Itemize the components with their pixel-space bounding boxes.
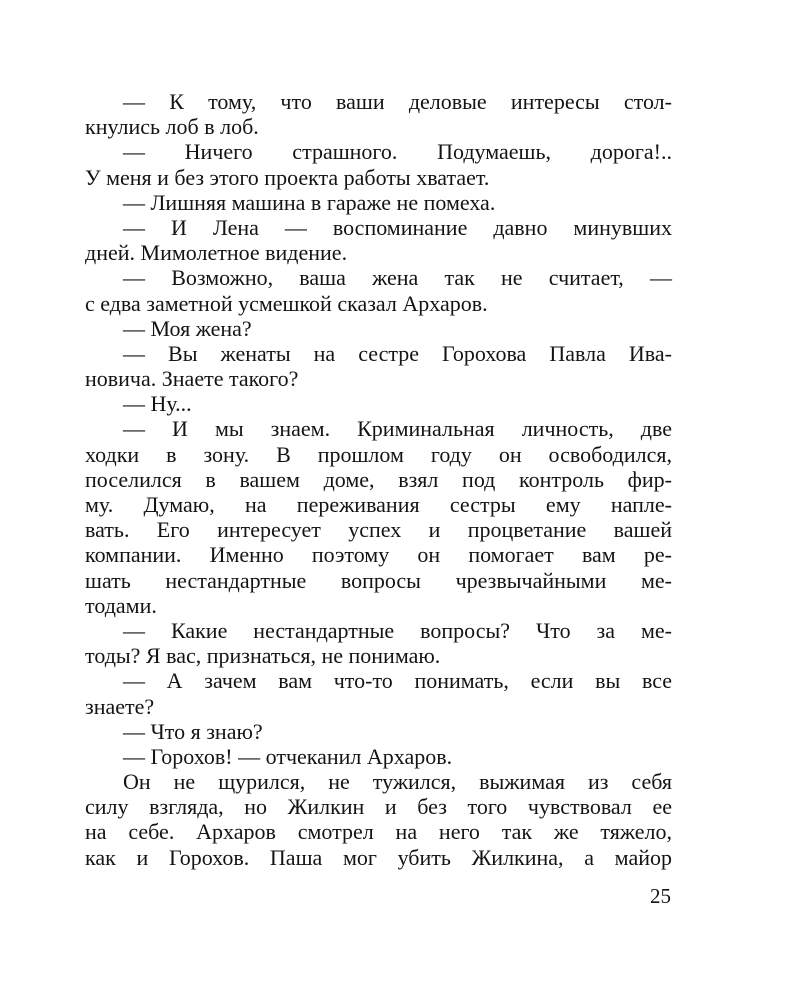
text-line: — И мы знаем. Криминальная личность, две [123, 416, 672, 442]
text-line: — К тому, что ваши деловые интересы стол- [123, 89, 672, 114]
text-line: силу взгляда, но Жилкин и без того чувствовал ее [85, 794, 672, 820]
text-line: — Моя жена? [123, 315, 252, 341]
text-line: — А зачем вам что-то понимать, если вы все [123, 668, 672, 694]
text-line: — Ничего страшного. Подумаешь, дорога!.. [123, 139, 672, 165]
text-line: кнулись лоб в лоб. [85, 114, 259, 140]
text-line: компании. Именно поэтому он помогает вам ре- [85, 542, 672, 568]
text-line: — Лишняя машина в гараже не помеха. [123, 189, 496, 215]
text-line: Он не щурился, не тужился, выжимая из себя [123, 769, 672, 795]
text-line: вать. Его интересует успех и процветание вашей [85, 517, 672, 543]
text-line: му. Думаю, на переживания сестры ему напле- [85, 492, 672, 517]
text-line: — Возможно, ваша жена так не считает, — [123, 265, 672, 291]
text-line: знаете? [85, 693, 155, 719]
text-line: дней. Мимолетное видение. [85, 240, 348, 266]
text-line: — Ну... [123, 391, 192, 417]
page-number: 25 [650, 884, 671, 908]
text-line: ходки в зону. В прошлом году он освободился, [85, 441, 672, 467]
body-text [85, 89, 672, 870]
text-line: поселился в вашем доме, взял под контроль фир- [85, 466, 672, 492]
text-line: — Горохов! — отчеканил Архаров. [123, 743, 453, 769]
text-line: — Какие нестандартные вопросы? Что за ме- [123, 617, 672, 643]
text-line: новича. Знаете такого? [85, 366, 299, 392]
text-line: — Вы женаты на сестре Горохова Павла Ива- [123, 340, 672, 366]
text-line: тодами. [85, 592, 157, 618]
text-line: с едва заметной усмешкой сказал Архаров. [85, 290, 488, 316]
text-line: У меня и без этого проекта работы хватает. [85, 164, 490, 190]
text-line: — И Лена — воспоминание давно минувших [123, 214, 672, 240]
text-line: шать нестандартные вопросы чрезвычайными ме- [85, 567, 672, 593]
text-line: как и Горохов. Паша мог убить Жилкина, а майор [85, 844, 672, 870]
text-line: — Что я знаю? [123, 718, 263, 744]
text-line: на себе. Архаров смотрел на него так же тяжело, [85, 819, 672, 845]
text-line: тоды? Я вас, признаться, не понимаю. [85, 643, 441, 669]
